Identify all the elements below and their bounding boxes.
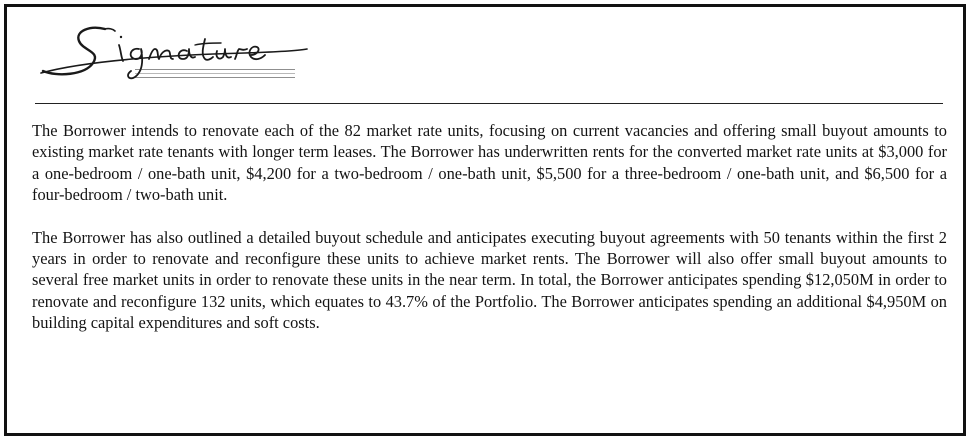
header-divider	[35, 103, 943, 104]
document-frame	[4, 4, 966, 436]
paragraph-buyout-schedule: The Borrower has also outlined a detailed buyout schedule and anticipates executing buyout agreements with 50 tenants within the first 2 years in order to renovate and reconfigure these units to achieve market rents. The Borrower will also offer small buyout amounts to several free market units in order to renovate these units in the near term. In total, the Borrower anticipates spending $12,050M in order to renovate and reconfigure 132 units, which equates to 43.7% of the Portfolio. The Borrower anticipates spending an additional $4,950M on building capital expenditures and soft costs.	[32, 227, 947, 333]
paragraph-renovation-plan: The Borrower intends to renovate each of the 82 market rate units, focusing on current vacancies and offering small buyout amounts to existing market rate tenants with longer term leases. The Borrower has underwritten rents for the converted market rate units at $3,000 for a one-bedroom / one-bath unit, $4,200 for a two-bedroom / one-bath unit, $5,500 for a three-bedroom / one-bath unit, and $6,500 for a four-bedroom / two-bath unit.	[32, 121, 947, 205]
document-body	[32, 120, 947, 334]
signature-logo	[35, 15, 315, 95]
document-header	[7, 7, 963, 105]
signature-script-logo-icon	[35, 15, 315, 95]
